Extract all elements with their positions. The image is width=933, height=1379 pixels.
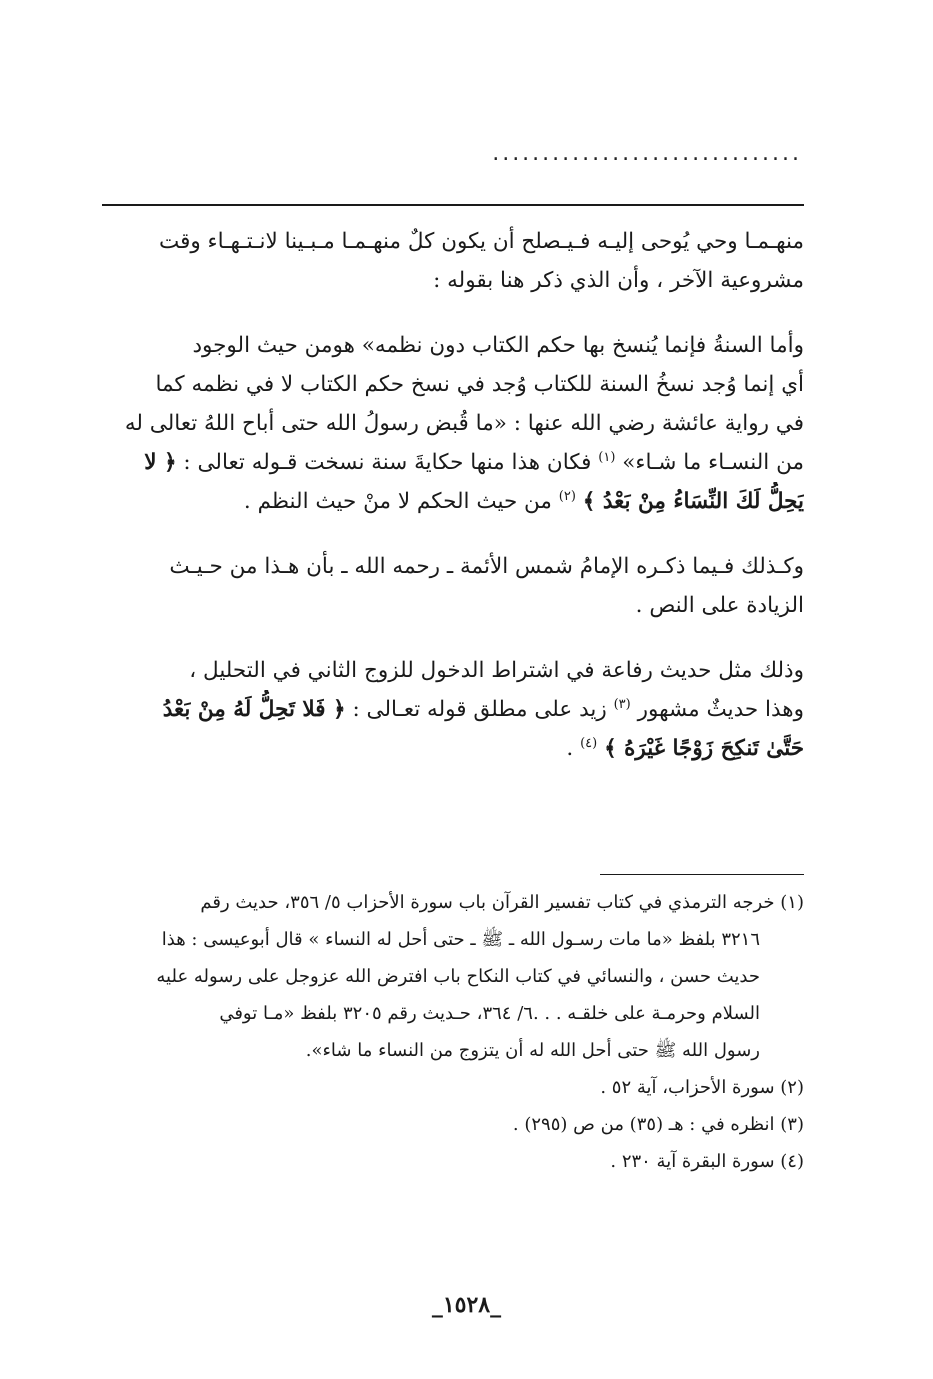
text-line: منهـمـا وحي يُوحى إليـه فـيـصلح أن يكون كلٌ منهـمـا مـبـينا لانـتـهـاء وقت: [158, 229, 804, 254]
text-line: [102, 443, 804, 482]
paragraph-3: [102, 547, 804, 625]
footnote-1-continued: ٣٢١٦ بلفظ «ما مات رسـول الله ـ ﷺ ـ حتى أحل له النساء » قال أبوعيسى : هذا: [161, 929, 760, 950]
page-number: _١٥٢٨_: [431, 1292, 502, 1318]
footnotes: [102, 884, 804, 1180]
quran-verse: ﴿ فَلا تَحِلُّ لَهُ مِنْ بَعْدُ: [162, 697, 346, 722]
paragraph-4: [102, 651, 804, 768]
text-segment: فكان هذا منها حكايةَ سنة نسخت قـوله تعالى :: [183, 450, 592, 475]
text-segment: وهذا حديثٌ مشهور: [637, 697, 804, 722]
paragraph-2: [102, 326, 804, 521]
text-line: مشروعية الآخر ، وأن الذي ذكر هنا بقوله :: [433, 268, 804, 293]
text-line: الزيادة على النص .: [635, 593, 804, 618]
footnote-1-continued: حديث حسن ، والنسائي في كتاب النكاح باب افترض الله عزوجل على رسوله عليه: [156, 966, 760, 987]
header-rule: [102, 204, 804, 206]
footnote-2: (٢) سورة الأحزاب، آية ٥٢ .: [600, 1077, 804, 1098]
text-line: في رواية عائشة رضي الله عنها : «ما قُبض رسولُ الله حتى أباح اللهُ تعالى له: [124, 411, 804, 436]
footnote-rule: [600, 874, 804, 875]
text-line: [102, 729, 804, 768]
quran-verse: يَحِلُّ لَكَ النِّسَاءُ مِنْ بَعْدُ ﴾: [582, 489, 804, 514]
text-segment: .: [566, 736, 574, 761]
text-line: وأما السنةُ فإنما يُنسخ بها حكم الكتاب دون نظمه» هومن حيث الوجود: [192, 333, 804, 358]
quran-verse: حَتَّىٰ تَنكِحَ زَوْجًا غَيْرَهُ ﴾: [604, 736, 804, 761]
footnote-3: (٣) انظره في : هـ (٣٥) من ص (٢٩٥) .: [512, 1114, 804, 1135]
text-line: أي إنما وُجد نسخُ السنة للكتاب وُجد في نسخ حكم الكتاب لا في نظمه كما: [155, 372, 804, 397]
text-segment: من حيث الحكم لا منْ حيث النظم .: [243, 489, 552, 514]
footnote-ref-4: (٤): [580, 735, 598, 751]
footnote-1-continued: السلام وحرمـة على خلقـه . . .٦/ ٣٦٤، حـديث رقم ٣٢٠٥ بلفظ «مـا توفي: [219, 1003, 760, 1024]
footnote-ref-1: (١): [598, 449, 616, 465]
text-segment: زيد على مطلق قوله تعـالى :: [352, 697, 607, 722]
footnote-1-continued: رسول الله ﷺ حتى أحل الله له أن يتزوج من النساء ما شاء».: [305, 1040, 760, 1061]
quran-verse: ﴿ لا: [144, 450, 177, 475]
footnote-4: (٤) سورة البقرة آية ٢٣٠ .: [610, 1151, 804, 1172]
text-line: وكـذلك فـيما ذكـره الإمامُ شمس الأئمة ـ رحمه الله ـ بأن هـذا من حـيـث: [169, 554, 804, 579]
footnote-1: (١) خرجه الترمذي في كتاب تفسير القرآن باب سورة الأحزاب ٥/ ٣٥٦، حديث رقم: [200, 892, 804, 913]
footnote-ref-3: (٣): [613, 696, 631, 712]
text-line: [102, 482, 804, 521]
paragraph-1: [102, 222, 804, 300]
main-text: [102, 222, 804, 768]
text-line: [102, 690, 804, 729]
text-line: وذلك مثل حديث رفاعة في اشتراط الدخول للزوج الثاني في التحليل ،: [189, 658, 804, 683]
text-segment: من النسـاء ما شـاء»: [622, 450, 804, 475]
footnote-ref-2: (٢): [558, 488, 576, 504]
header-dotted-line: ...............................: [492, 141, 802, 166]
